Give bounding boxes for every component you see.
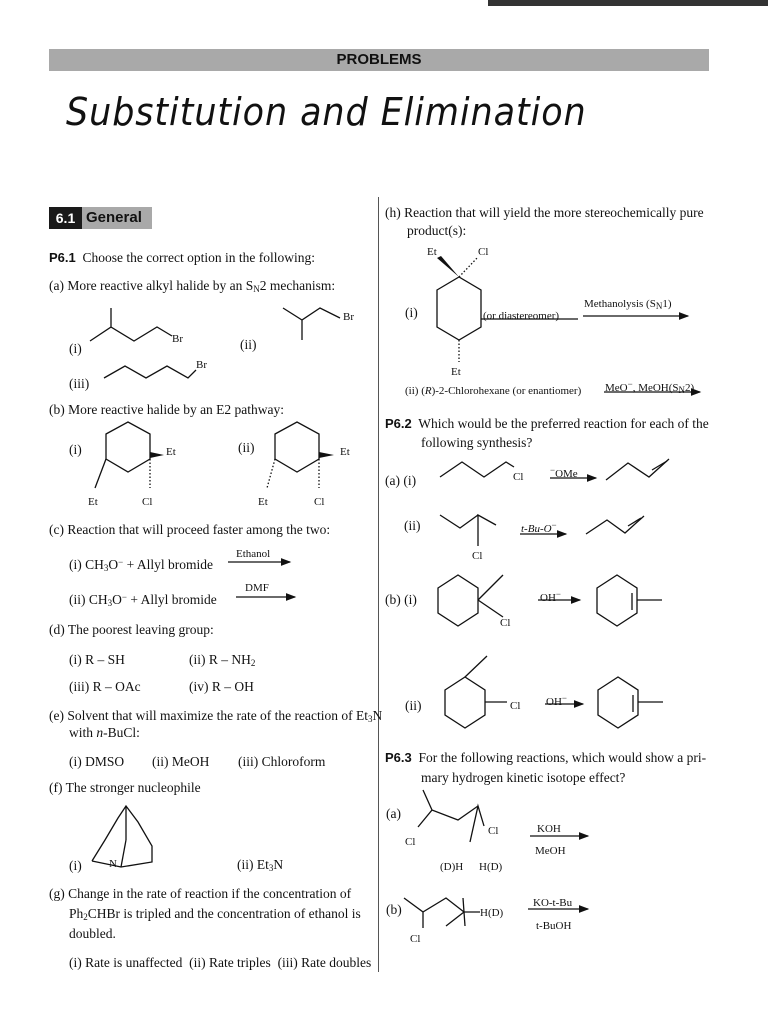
et-label: Et — [88, 496, 98, 508]
chloro-butane — [440, 462, 514, 477]
p61e-question-line2: with n-BuCl: — [69, 725, 140, 740]
dmf-condition: DMF — [245, 582, 269, 594]
wedge-bond — [319, 452, 334, 458]
p61h-opt-i: (i) — [405, 305, 418, 320]
n-atom-label: N — [109, 858, 117, 870]
p61a-opt-iii: (iii) — [69, 376, 90, 391]
cyclohexene-product-1 — [597, 575, 637, 626]
p61g-question: (g) Change in the rate of reaction if the concentration of — [49, 886, 352, 901]
et-label: Et — [451, 366, 461, 378]
kotbu-reagent: KO-t-Bu — [533, 897, 573, 909]
section-number: 6.1 — [49, 207, 82, 229]
koh-reagent: KOH — [537, 823, 561, 835]
page-header: PROBLEMS — [336, 51, 422, 68]
br-label: Br — [343, 311, 354, 323]
wedge-bond — [150, 452, 164, 458]
p61h-question: (h) Reaction that will yield the more stereochemically pure — [385, 205, 704, 220]
cl-label: Cl — [478, 246, 489, 258]
kie-substrate-a — [418, 790, 484, 842]
chapter-title: Substitution and Elimination — [66, 90, 587, 134]
et-label: Et — [340, 446, 350, 458]
p61f-opt-ii: (ii) $Et_3N$ — [237, 857, 284, 873]
meo-condition: MeO−, $MeOH(S_N2)$ — [605, 379, 695, 395]
oh-reagent: OH− — [546, 693, 567, 708]
p61d-opt-iv: (iv) R – OH — [189, 679, 254, 694]
p61e-question: (e) Solvent that will maximize the rate of the reaction of $Et_3N$ — [49, 708, 383, 724]
chloro-methylpropane — [440, 515, 496, 546]
p61b-opt-i: (i) — [69, 442, 82, 457]
tbuo-reagent: t-Bu-O− — [521, 520, 557, 535]
p62-heading: P6.2 Which would be the preferred reaction for each of the — [385, 416, 709, 431]
wedge-bond — [437, 256, 459, 277]
oh-reagent: OH− — [540, 589, 561, 604]
alkyl-halide-ii — [283, 308, 340, 340]
p61g-options: (i) Rate is unaffected (ii) Rate triples (iii) Rate doubles — [69, 955, 372, 970]
p61e-opt-i: (i) DMSO — [69, 754, 125, 769]
p61d-question: (d) The poorest leaving group: — [49, 622, 214, 637]
p63-opt-a: (a) — [386, 806, 401, 821]
p61a-opt-i: (i) — [69, 341, 82, 356]
p61h-opt-ii: (ii) (R)-2-Chlorohexane (or enantiomer) — [405, 385, 582, 397]
p61e-opt-iii: (iii) Chloroform — [238, 754, 326, 769]
ome-reagent: −OMe — [550, 465, 578, 480]
p61c-question: (c) Reaction that will proceed faster among the two: — [49, 522, 331, 537]
p61a-question: (a) More reactive alkyl halide by an $S_N2$ mechanism: — [49, 278, 336, 294]
p62-heading-line2: following synthesis? — [421, 435, 533, 450]
p61d-opt-iii: (iii) R – OAc — [69, 679, 141, 694]
p61c-opt-ii: (ii) $CH_3O^-$ + Allyl bromide — [69, 592, 217, 608]
cyclohexane-bi — [106, 422, 150, 472]
p61a-opt-ii: (ii) — [240, 337, 257, 352]
cyclohexane-bii-62 — [445, 677, 485, 728]
cl-label: Cl — [405, 836, 416, 848]
p62b-opt-ii: (ii) — [405, 698, 422, 713]
p61h-question-line2: product(s): — [407, 223, 467, 238]
p61f-question: (f) The stronger nucleophile — [49, 780, 201, 795]
quinuclidine — [92, 806, 152, 867]
et-label: Et — [258, 496, 268, 508]
kie-substrate-b — [404, 898, 480, 928]
cl-label: Cl — [410, 933, 421, 945]
diastereomer-note: (or diastereomer) — [483, 310, 560, 322]
butene-product-2 — [586, 516, 644, 534]
p61b-opt-ii: (ii) — [238, 440, 255, 455]
section-title: General — [82, 207, 152, 229]
cyclohexene-product-2 — [598, 677, 638, 728]
cl-label: Cl — [513, 471, 524, 483]
alkyl-halide-iii — [104, 366, 196, 378]
p61f-opt-i: (i) — [69, 858, 82, 873]
p61d-opt-i: (i) R – SH — [69, 652, 125, 667]
hd-label: H(D) — [480, 907, 504, 919]
p62a-opt-i: (a) (i) — [385, 473, 417, 488]
p61g-question-line3: doubled. — [69, 926, 116, 941]
cl-label: Cl — [500, 617, 511, 629]
cyclohexane-hi — [437, 277, 481, 340]
p63-heading: P6.3 For the following reactions, which would show a pri- — [385, 750, 707, 765]
p61-heading: P6.1 Choose the correct option in the following: — [49, 250, 315, 265]
cl-label: Cl — [510, 700, 521, 712]
et-label: Et — [166, 446, 176, 458]
dh-label: (D)H — [440, 861, 464, 873]
p61b-question: (b) More reactive halide by an E2 pathway: — [49, 402, 285, 417]
p61c-opt-i: (i) $CH_3O^-$ + Allyl bromide — [69, 557, 213, 573]
cyclohexane-bi-62 — [438, 575, 478, 626]
et-label: Et — [427, 246, 437, 258]
p62b-opt-i: (b) (i) — [385, 592, 417, 607]
cyclohexane-bii — [275, 422, 319, 472]
p61e-opt-ii: (ii) MeOH — [152, 754, 210, 769]
butene-product-1 — [606, 459, 669, 480]
alkyl-halide-i — [90, 308, 172, 341]
cl-label: Cl — [142, 496, 153, 508]
p61d-opt-ii: (ii) R – $NH_2$ — [189, 652, 256, 668]
p61g-question-line2: $Ph_2CHBr$ is tripled and the concentration of ethanol is — [69, 906, 361, 922]
cl-label: Cl — [472, 550, 483, 562]
br-label: Br — [196, 359, 207, 371]
ethanol-condition: Ethanol — [236, 548, 271, 560]
p63-heading-line2: mary hydrogen kinetic isotope effect? — [421, 770, 626, 785]
cl-label: Cl — [488, 825, 499, 837]
tbuoh-solvent: t-BuOH — [536, 920, 572, 932]
hd-label: H(D) — [479, 861, 503, 873]
methanolysis-condition: Methanolysis $(S_N1)$ — [584, 298, 672, 311]
p63-opt-b: (b) — [386, 902, 402, 917]
p62a-opt-ii: (ii) — [404, 518, 421, 533]
br-label: Br — [172, 333, 183, 345]
meoh-solvent: MeOH — [535, 845, 566, 857]
cl-label: Cl — [314, 496, 325, 508]
